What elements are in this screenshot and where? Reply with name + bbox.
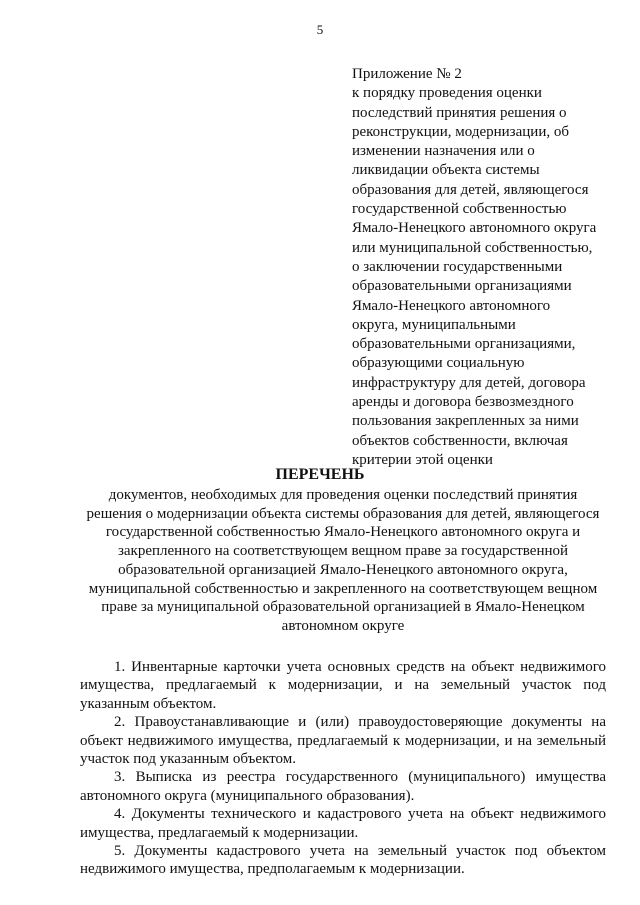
document-list	[80, 658, 606, 879]
appendix-line: государственной собственностью	[352, 201, 567, 218]
appendix-line: Ямало-Ненецкого автономного округа	[352, 220, 597, 237]
list-item: 3. Выписка из реестра государственного (муниципального) имущества автономного округа (муниципального образования).	[80, 769, 606, 804]
appendix-line: образования для детей, являющегося	[352, 181, 589, 198]
appendix-line: изменении назначения или о	[352, 143, 535, 160]
appendix-line: Приложение № 2	[352, 66, 462, 82]
appendix-line: образующими социальную	[352, 355, 525, 372]
subtitle-line: муниципальной собственностью и закрепленного на соответствующем вещном	[88, 580, 598, 597]
appendix-line: к порядку проведения оценки	[352, 85, 542, 102]
appendix-line: образовательными организациями	[352, 278, 572, 295]
appendix-line: образовательными организациями,	[352, 336, 576, 353]
appendix-line: аренды и договора безвозмездного	[352, 394, 574, 411]
subtitle-line: автономном округе	[281, 617, 405, 634]
subtitle-line: решения о модернизации объекта системы образования для детей, являющегося	[86, 505, 600, 522]
appendix-line: или муниципальной собственностью,	[352, 239, 593, 256]
appendix-line: округа, муниципальными	[352, 316, 516, 333]
document-title: ПЕРЕЧЕНЬ	[275, 466, 365, 483]
subtitle-line: документов, необходимых для проведения оценки последствий принятия	[108, 487, 578, 503]
page-number: 5	[316, 22, 324, 37]
appendix-line: Ямало-Ненецкого автономного	[352, 297, 551, 314]
subtitle-line: закрепленного на соответствующем вещном праве за государственной	[117, 543, 569, 560]
subtitle-line: образовательной организацией Ямало-Ненецкого автономного округа,	[118, 561, 568, 578]
list-item: 4. Документы технического и кадастрового учета на объект недвижимого имущества, предлагаемый к модернизации.	[80, 806, 606, 841]
appendix-line: последствий принятия решения о	[352, 104, 567, 121]
appendix-line: ликвидации объекта системы	[352, 162, 540, 179]
appendix-header	[352, 65, 614, 470]
list-item: 1. Инвентарные карточки учета основных средств на объект недвижимого имущества, предлагаемый к модернизации, и на земельный участок под указанным объектом.	[80, 659, 606, 712]
subtitle-line: государственной собственностью Ямало-Ненецкого автономного округа и	[105, 524, 581, 541]
appendix-line: о заключении государственными	[352, 258, 563, 275]
appendix-line: критерии этой оценки	[352, 451, 493, 468]
subtitle-line: праве за муниципальной образовательной организацией в Ямало-Ненецком	[101, 599, 585, 616]
appendix-line: пользования закрепленных за ними	[352, 413, 579, 430]
appendix-line: реконструкции, модернизации, об	[352, 123, 569, 140]
document-subtitle	[78, 486, 608, 636]
list-item: 2. Правоустанавливающие и (или) правоудостоверяющие документы на объект недвижимого имущества, предлагаемый к модернизации, и на земельный участок под указанным объектом.	[80, 714, 606, 768]
appendix-line: инфраструктуру для детей, договора	[352, 374, 586, 391]
list-item: 5. Документы кадастрового учета на земельный участок под объектом недвижимого имущества, предполагаемым к модернизации.	[80, 843, 606, 878]
appendix-line: объектов собственности, включая	[352, 432, 568, 449]
